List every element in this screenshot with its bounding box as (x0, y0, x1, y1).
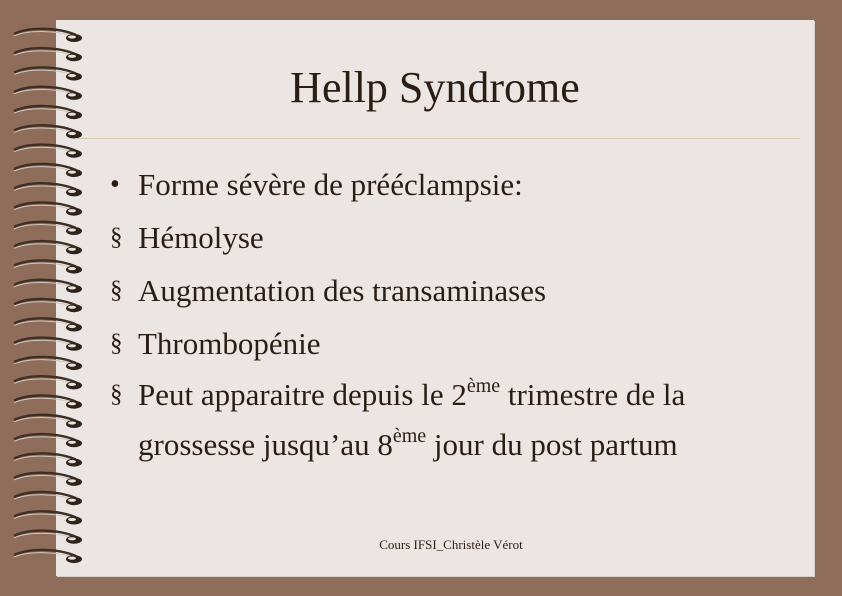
bullet-marker: § (110, 381, 123, 408)
spiral-ring-icon (14, 318, 82, 331)
spiral-ring-icon (14, 145, 82, 158)
spiral-ring-icon (14, 396, 82, 409)
bullet-item (110, 370, 810, 470)
bullet-text-part: trimestre de la grossesse jusqu’au 8 (138, 377, 686, 462)
slide-footer: Cours IFSI_Christèle Vérot (379, 537, 523, 552)
spiral-ring-icon (14, 280, 82, 293)
spiral-ring-icon (14, 492, 82, 505)
spiral-ring-icon (14, 164, 82, 177)
bullet-marker: • (110, 169, 120, 200)
bullet-marker: § (110, 330, 123, 357)
superscript: ème (392, 424, 427, 447)
spiral-ring-icon (14, 29, 82, 42)
bullet-text: Augmentation des transaminases (138, 273, 547, 308)
bullet-item (110, 211, 810, 264)
superscript: ème (466, 374, 501, 397)
spiral-ring-icon (14, 453, 82, 466)
spiral-ring-icon (14, 183, 82, 196)
spiral-ring-icon (14, 241, 82, 254)
bullet-list (110, 158, 810, 470)
spiral-ring-icon (14, 434, 82, 447)
bullet-marker: § (110, 277, 123, 304)
spiral-ring-icon (14, 357, 82, 370)
spiral-ring-icon (14, 125, 82, 138)
spiral-ring-icon (14, 376, 82, 389)
bullet-text-part: Peut apparaitre depuis le 2 (138, 377, 467, 412)
bullet-marker: § (110, 224, 123, 251)
spiral-ring-icon (14, 415, 82, 428)
bullet-text-part: jour du post partum (426, 427, 678, 462)
bullet-text: Forme sévère de prééclampsie: (138, 167, 523, 202)
bullet-text: Hémolyse (138, 220, 264, 255)
slide-title: Hellp Syndrome (290, 63, 580, 112)
spiral-ring-icon (14, 299, 82, 312)
bullet-item (110, 317, 810, 370)
bullet-text: Thrombopénie (138, 326, 321, 361)
title-divider (75, 138, 800, 139)
spiral-ring-icon (14, 473, 82, 486)
spiral-ring-icon (14, 222, 82, 235)
bullet-item (110, 264, 810, 317)
spiral-ring-icon (14, 338, 82, 351)
spiral-ring-icon (14, 511, 82, 524)
spiral-ring-icon (14, 260, 82, 273)
bullet-item (110, 158, 810, 211)
spiral-ring-icon (14, 203, 82, 216)
